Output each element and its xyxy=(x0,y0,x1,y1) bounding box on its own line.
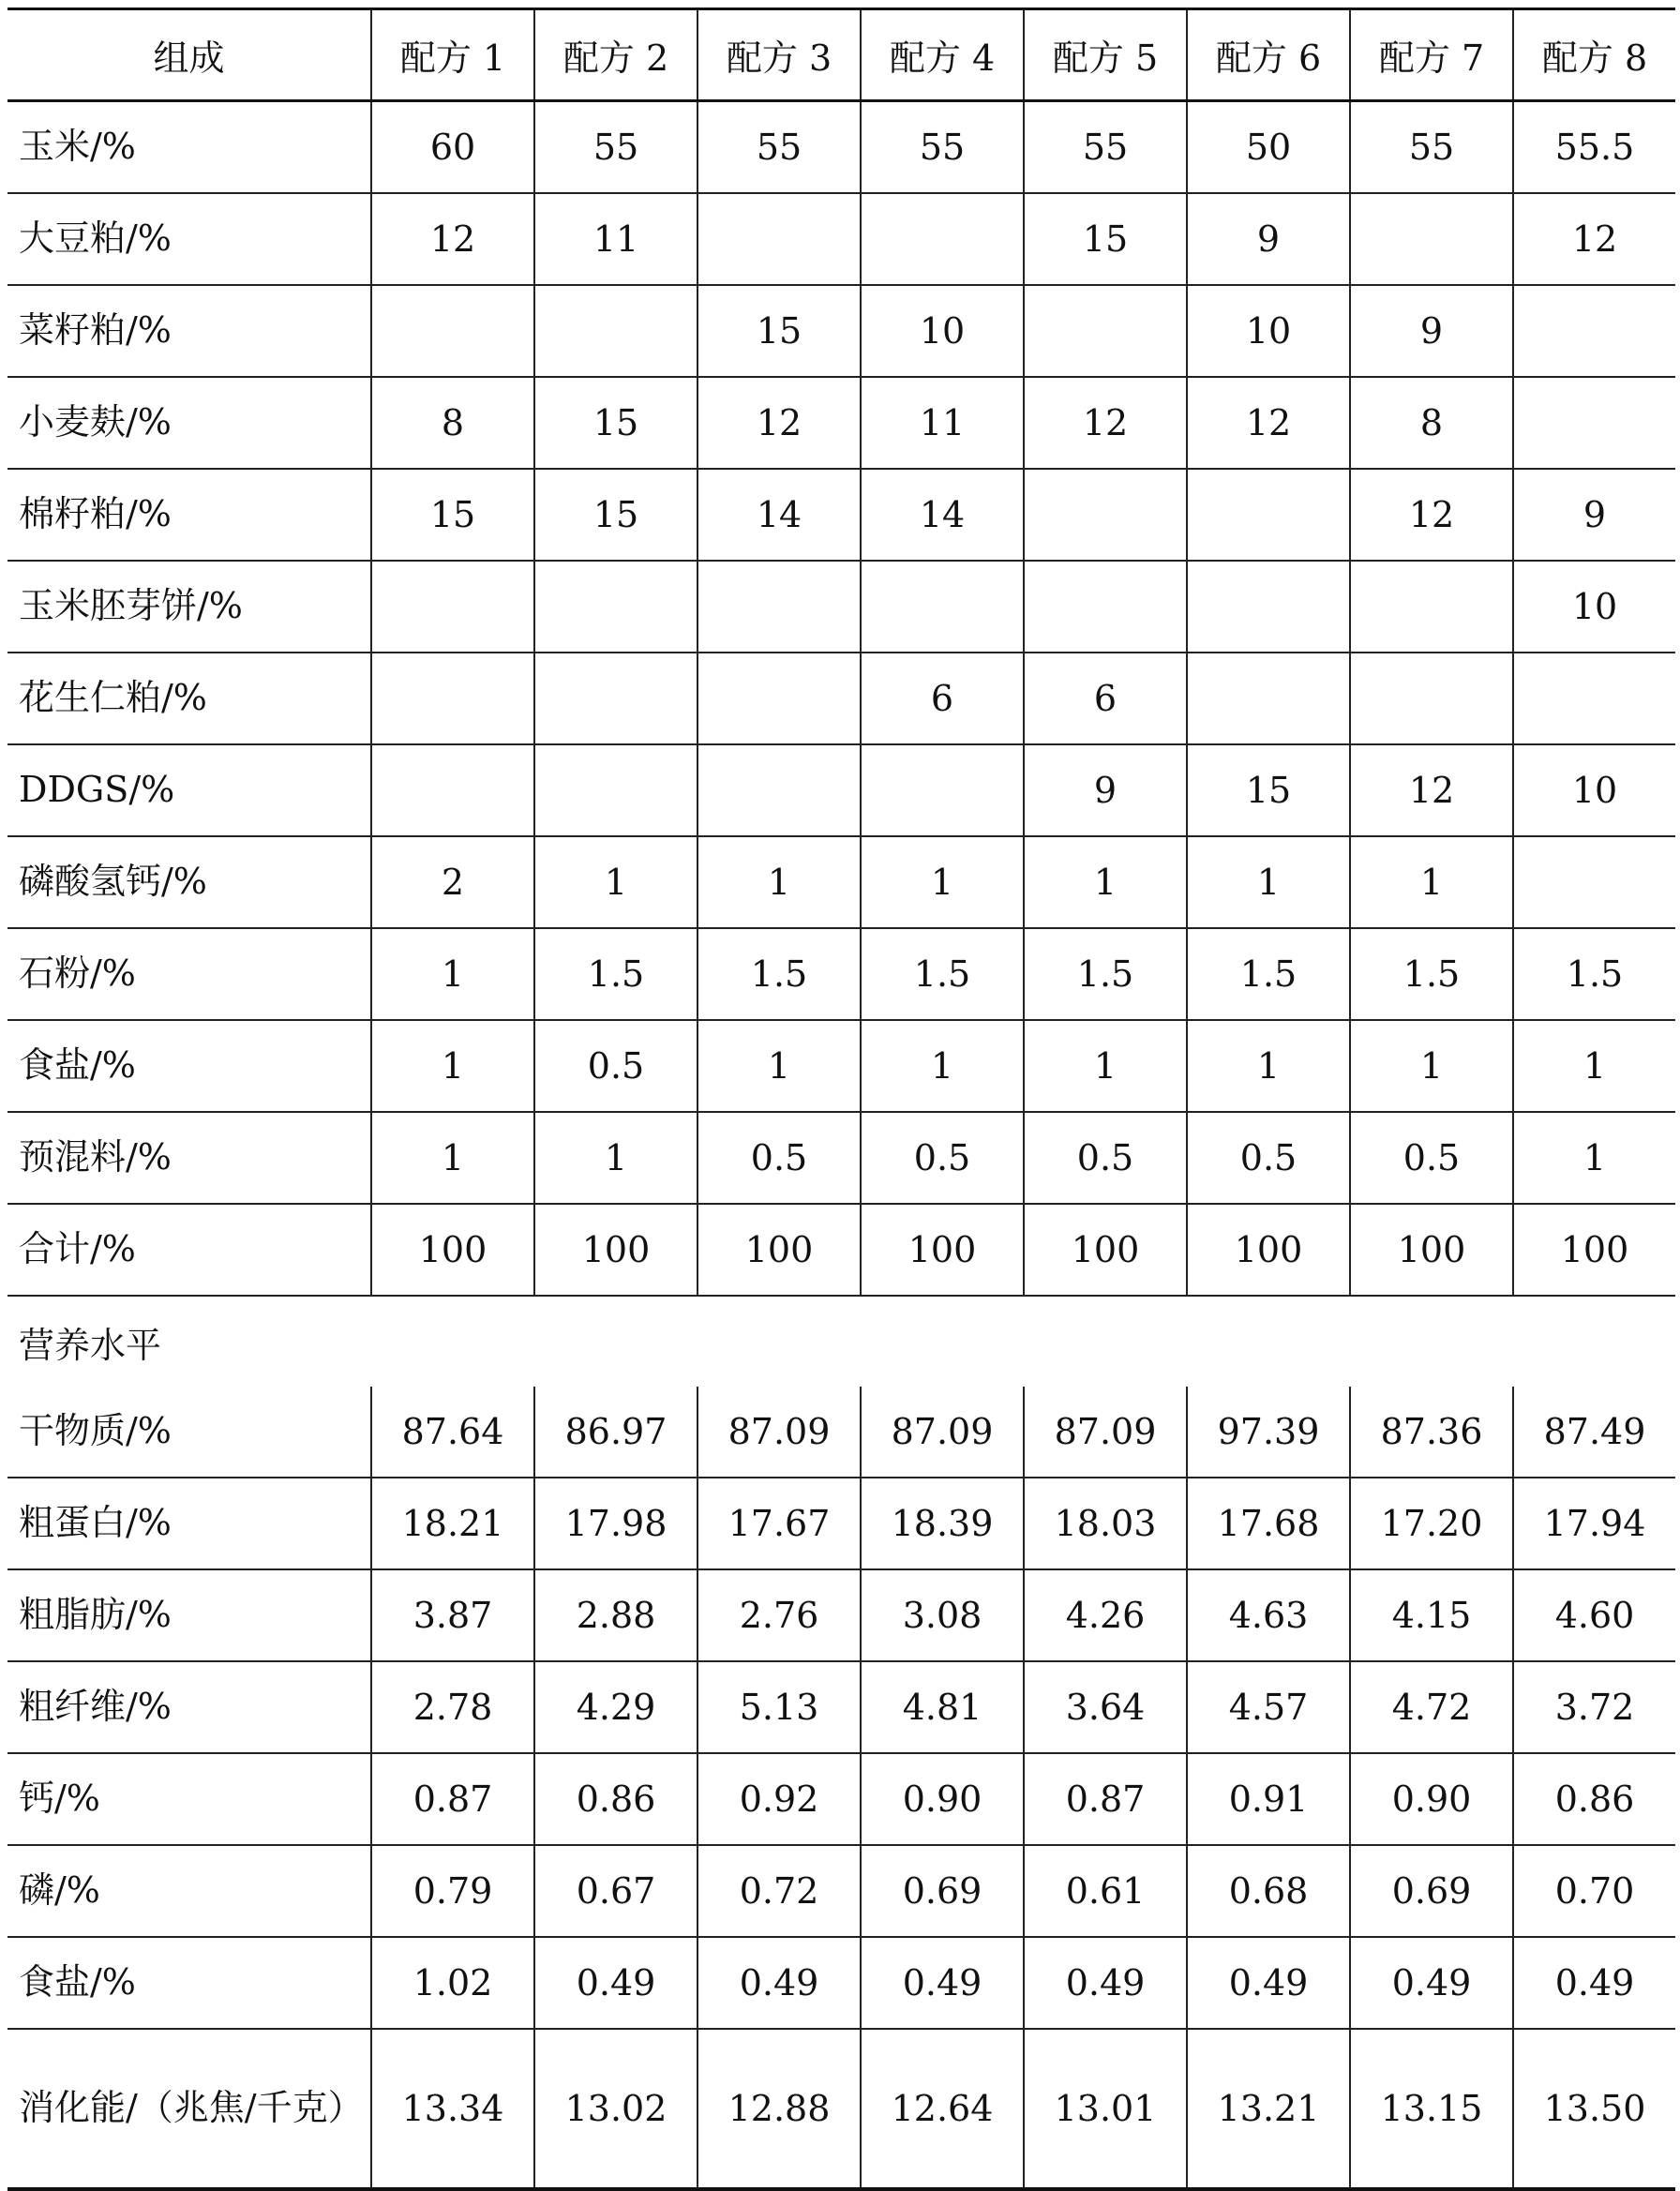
table-row xyxy=(8,377,1675,469)
section-spacer xyxy=(371,1296,1675,1387)
table-cell xyxy=(371,561,534,653)
row-label xyxy=(8,561,371,653)
row-label-text: 大豆粕/% xyxy=(19,218,172,260)
table-cell: 15 xyxy=(371,469,534,561)
table-cell: 100 xyxy=(698,1204,861,1296)
table-row xyxy=(8,193,1675,285)
table-cell xyxy=(861,561,1024,653)
table-cell: 15 xyxy=(698,285,861,377)
table-cell: 1 xyxy=(1024,1020,1187,1112)
table-cell: 0.72 xyxy=(698,1845,861,1937)
table-cell xyxy=(698,193,861,285)
header-cell: 配方 3 xyxy=(698,9,861,101)
table-cell: 50 xyxy=(1187,101,1350,194)
table-cell: 0.5 xyxy=(1187,1112,1350,1204)
table-body xyxy=(8,101,1675,2190)
table-cell: 1.02 xyxy=(371,1937,534,2029)
table-cell: 17.67 xyxy=(698,1478,861,1569)
table-row xyxy=(8,1753,1675,1845)
row-label xyxy=(8,836,371,928)
table-cell xyxy=(1350,561,1513,653)
header-cell: 配方 6 xyxy=(1187,9,1350,101)
row-label-text: 玉米胚芽饼/% xyxy=(19,585,243,627)
table-cell: 0.87 xyxy=(371,1753,534,1845)
header-cell: 配方 8 xyxy=(1513,9,1675,101)
table-cell: 0.5 xyxy=(698,1112,861,1204)
table-cell: 0.49 xyxy=(1513,1937,1675,2029)
table-row xyxy=(8,1112,1675,1204)
table-cell: 17.94 xyxy=(1513,1478,1675,1569)
table-cell: 12 xyxy=(1187,377,1350,469)
table-cell: 0.92 xyxy=(698,1753,861,1845)
row-label-text: 预混料/% xyxy=(19,1136,172,1178)
table-cell: 55 xyxy=(698,101,861,194)
row-label-text: 菜籽粕/% xyxy=(19,309,172,352)
table-cell: 3.64 xyxy=(1024,1661,1187,1753)
row-label xyxy=(8,1387,371,1478)
table-cell xyxy=(1513,653,1675,744)
table-cell: 17.68 xyxy=(1187,1478,1350,1569)
table-cell: 13.01 xyxy=(1024,2029,1187,2189)
table-cell: 0.61 xyxy=(1024,1845,1187,1937)
table-cell: 17.98 xyxy=(534,1478,698,1569)
table-cell: 15 xyxy=(1024,193,1187,285)
table-cell: 0.5 xyxy=(1350,1112,1513,1204)
table-cell: 1 xyxy=(698,836,861,928)
row-label-text: 粗脂肪/% xyxy=(19,1594,172,1636)
table-cell xyxy=(1024,561,1187,653)
header-cell: 配方 2 xyxy=(534,9,698,101)
row-label-text: 粗蛋白/% xyxy=(19,1502,172,1544)
table-cell xyxy=(1513,377,1675,469)
section-row xyxy=(8,1296,1675,1387)
table-cell: 100 xyxy=(371,1204,534,1296)
table-cell: 0.91 xyxy=(1187,1753,1350,1845)
table-cell: 0.5 xyxy=(1024,1112,1187,1204)
table-cell: 14 xyxy=(698,469,861,561)
table-cell: 1.5 xyxy=(861,928,1024,1020)
table-cell: 1 xyxy=(1187,1020,1350,1112)
table-cell xyxy=(371,285,534,377)
table-cell: 0.90 xyxy=(1350,1753,1513,1845)
table-cell: 12 xyxy=(1350,744,1513,836)
table-cell: 0.90 xyxy=(861,1753,1024,1845)
table-cell: 13.02 xyxy=(534,2029,698,2189)
table-cell: 87.49 xyxy=(1513,1387,1675,1478)
table-cell: 100 xyxy=(534,1204,698,1296)
table-cell: 11 xyxy=(861,377,1024,469)
table-row xyxy=(8,1204,1675,1296)
table-cell: 0.69 xyxy=(861,1845,1024,1937)
table-cell: 10 xyxy=(1513,561,1675,653)
table-cell: 55 xyxy=(1024,101,1187,194)
row-label xyxy=(8,1845,371,1937)
table-cell: 13.50 xyxy=(1513,2029,1675,2189)
row-label-text: 钙/% xyxy=(19,1778,100,1820)
table-cell: 12 xyxy=(371,193,534,285)
table-cell xyxy=(698,744,861,836)
table-cell: 1 xyxy=(1350,836,1513,928)
table-row xyxy=(8,2029,1675,2189)
table-cell: 8 xyxy=(1350,377,1513,469)
row-label-text: 食盐/% xyxy=(19,1961,136,2003)
header-cell: 组成 xyxy=(8,9,371,101)
table-cell xyxy=(861,193,1024,285)
row-label xyxy=(8,1478,371,1569)
table-cell: 1 xyxy=(371,928,534,1020)
table-row xyxy=(8,101,1675,194)
table-cell: 10 xyxy=(1187,285,1350,377)
table-cell: 3.72 xyxy=(1513,1661,1675,1753)
table-cell xyxy=(1513,836,1675,928)
row-label xyxy=(8,1020,371,1112)
row-label-text: 合计/% xyxy=(19,1228,136,1270)
table-cell xyxy=(534,653,698,744)
table-header xyxy=(8,9,1675,101)
row-label-text: 石粉/% xyxy=(19,953,136,995)
table-cell: 2.76 xyxy=(698,1569,861,1661)
table-cell: 0.69 xyxy=(1350,1845,1513,1937)
row-label-text: DDGS/% xyxy=(19,769,175,811)
table-cell: 6 xyxy=(861,653,1024,744)
table-cell: 0.49 xyxy=(1187,1937,1350,2029)
table-cell: 9 xyxy=(1187,193,1350,285)
table-cell: 4.81 xyxy=(861,1661,1024,1753)
row-label xyxy=(8,1937,371,2029)
table-cell: 1 xyxy=(534,1112,698,1204)
table-cell: 9 xyxy=(1513,469,1675,561)
table-cell: 1.5 xyxy=(1350,928,1513,1020)
table-cell: 10 xyxy=(861,285,1024,377)
row-label xyxy=(8,101,371,194)
table-cell: 0.68 xyxy=(1187,1845,1350,1937)
table-cell xyxy=(1187,469,1350,561)
table-cell: 11 xyxy=(534,193,698,285)
table-row xyxy=(8,469,1675,561)
table-cell xyxy=(371,744,534,836)
table-row xyxy=(8,1387,1675,1478)
table-cell: 6 xyxy=(1024,653,1187,744)
table-cell: 100 xyxy=(1513,1204,1675,1296)
table-cell: 12 xyxy=(1513,193,1675,285)
table-cell: 55.5 xyxy=(1513,101,1675,194)
table-cell: 0.86 xyxy=(534,1753,698,1845)
table-cell: 87.64 xyxy=(371,1387,534,1478)
table-cell: 87.09 xyxy=(1024,1387,1187,1478)
row-label xyxy=(8,469,371,561)
table-cell: 55 xyxy=(1350,101,1513,194)
row-label-text: 粗纤维/% xyxy=(19,1686,172,1728)
table-row xyxy=(8,744,1675,836)
table-cell: 4.63 xyxy=(1187,1569,1350,1661)
row-label xyxy=(8,1112,371,1204)
table-cell: 1 xyxy=(1513,1020,1675,1112)
table-cell xyxy=(1187,561,1350,653)
table-row xyxy=(8,653,1675,744)
table-cell: 4.60 xyxy=(1513,1569,1675,1661)
table-cell: 97.39 xyxy=(1187,1387,1350,1478)
row-label xyxy=(8,928,371,1020)
table-cell: 4.26 xyxy=(1024,1569,1187,1661)
table-cell xyxy=(1350,193,1513,285)
table-cell: 0.86 xyxy=(1513,1753,1675,1845)
row-label-text: 花生仁粕/% xyxy=(19,677,207,719)
row-label xyxy=(8,2029,371,2189)
table-row xyxy=(8,1845,1675,1937)
table-cell: 1 xyxy=(1187,836,1350,928)
table-row xyxy=(8,1937,1675,2029)
table-cell: 15 xyxy=(534,377,698,469)
table-cell: 0.70 xyxy=(1513,1845,1675,1937)
table-cell: 0.5 xyxy=(861,1112,1024,1204)
table-cell: 87.09 xyxy=(698,1387,861,1478)
row-label xyxy=(8,193,371,285)
table-cell xyxy=(861,744,1024,836)
table-cell: 2 xyxy=(371,836,534,928)
table-cell: 1 xyxy=(371,1020,534,1112)
table-cell: 55 xyxy=(534,101,698,194)
table-cell: 1 xyxy=(1513,1112,1675,1204)
table-row xyxy=(8,1478,1675,1569)
table-cell xyxy=(534,285,698,377)
table-cell xyxy=(1187,653,1350,744)
table-row xyxy=(8,928,1675,1020)
table-cell: 0.49 xyxy=(698,1937,861,2029)
table-cell: 100 xyxy=(1350,1204,1513,1296)
table-cell xyxy=(371,653,534,744)
table-cell: 1.5 xyxy=(1513,928,1675,1020)
feed-formula-table xyxy=(8,8,1675,2191)
row-label xyxy=(8,744,371,836)
table-cell xyxy=(534,561,698,653)
header-cell: 配方 7 xyxy=(1350,9,1513,101)
table-cell xyxy=(698,653,861,744)
table-cell: 0.87 xyxy=(1024,1753,1187,1845)
table-cell xyxy=(1513,285,1675,377)
table-cell: 0.67 xyxy=(534,1845,698,1937)
row-label-text: 食盐/% xyxy=(19,1044,136,1087)
table-cell: 18.03 xyxy=(1024,1478,1187,1569)
row-label xyxy=(8,285,371,377)
table-cell: 0.49 xyxy=(534,1937,698,2029)
table-cell: 9 xyxy=(1024,744,1187,836)
row-label xyxy=(8,1753,371,1845)
table-cell: 87.09 xyxy=(861,1387,1024,1478)
table-cell xyxy=(534,744,698,836)
table-cell xyxy=(1024,469,1187,561)
table-cell: 0.49 xyxy=(861,1937,1024,2029)
row-label xyxy=(8,653,371,744)
table-row xyxy=(8,1020,1675,1112)
table-cell: 100 xyxy=(1187,1204,1350,1296)
table-cell: 8 xyxy=(371,377,534,469)
table-cell: 17.20 xyxy=(1350,1478,1513,1569)
table-cell xyxy=(698,561,861,653)
table-cell: 0.79 xyxy=(371,1845,534,1937)
table-cell: 86.97 xyxy=(534,1387,698,1478)
table-cell: 5.13 xyxy=(698,1661,861,1753)
table-row xyxy=(8,1569,1675,1661)
table-cell: 18.21 xyxy=(371,1478,534,1569)
table-cell: 55 xyxy=(861,101,1024,194)
table-row xyxy=(8,561,1675,653)
table-cell: 15 xyxy=(534,469,698,561)
row-label-text: 磷酸氢钙/% xyxy=(19,861,207,903)
section-title: 营养水平 xyxy=(19,1324,162,1366)
table-cell: 3.08 xyxy=(861,1569,1024,1661)
table-cell xyxy=(1350,653,1513,744)
table-cell: 2.78 xyxy=(371,1661,534,1753)
table-cell: 4.57 xyxy=(1187,1661,1350,1753)
table-cell: 13.21 xyxy=(1187,2029,1350,2189)
table-cell: 13.34 xyxy=(371,2029,534,2189)
table-cell: 15 xyxy=(1187,744,1350,836)
table-cell: 0.5 xyxy=(534,1020,698,1112)
table-cell: 14 xyxy=(861,469,1024,561)
row-label-text: 棉籽粕/% xyxy=(19,493,172,535)
table-cell: 1 xyxy=(1350,1020,1513,1112)
table-cell: 1.5 xyxy=(1187,928,1350,1020)
row-label-text: 小麦麸/% xyxy=(19,401,172,443)
row-label-text: 消化能/（兆焦/千克） xyxy=(19,2087,364,2129)
table-cell: 3.87 xyxy=(371,1569,534,1661)
table-cell: 1 xyxy=(861,1020,1024,1112)
table-cell: 1 xyxy=(371,1112,534,1204)
table-cell: 4.29 xyxy=(534,1661,698,1753)
table-cell: 13.15 xyxy=(1350,2029,1513,2189)
table-cell: 100 xyxy=(861,1204,1024,1296)
table-cell: 9 xyxy=(1350,285,1513,377)
row-label xyxy=(8,377,371,469)
table-cell: 1 xyxy=(1024,836,1187,928)
header-cell: 配方 1 xyxy=(371,9,534,101)
table-cell: 12.88 xyxy=(698,2029,861,2189)
table-cell: 1.5 xyxy=(534,928,698,1020)
table-cell: 4.72 xyxy=(1350,1661,1513,1753)
table-cell: 12 xyxy=(698,377,861,469)
table-row xyxy=(8,285,1675,377)
row-label xyxy=(8,1569,371,1661)
table-cell: 100 xyxy=(1024,1204,1187,1296)
table-cell: 0.49 xyxy=(1024,1937,1187,2029)
table-cell xyxy=(1024,285,1187,377)
header-cell: 配方 5 xyxy=(1024,9,1187,101)
table-cell: 12.64 xyxy=(861,2029,1024,2189)
table-cell: 87.36 xyxy=(1350,1387,1513,1478)
table-cell: 2.88 xyxy=(534,1569,698,1661)
table-cell: 12 xyxy=(1350,469,1513,561)
table-cell: 10 xyxy=(1513,744,1675,836)
header-row xyxy=(8,9,1675,101)
table-cell: 1.5 xyxy=(1024,928,1187,1020)
table-cell: 4.15 xyxy=(1350,1569,1513,1661)
table-cell: 18.39 xyxy=(861,1478,1024,1569)
row-label xyxy=(8,1661,371,1753)
table-row xyxy=(8,1661,1675,1753)
table-cell: 1 xyxy=(534,836,698,928)
table-cell: 12 xyxy=(1024,377,1187,469)
row-label-text: 玉米/% xyxy=(19,126,136,168)
table-cell: 1 xyxy=(861,836,1024,928)
row-label-text: 磷/% xyxy=(19,1869,100,1912)
table-cell: 0.49 xyxy=(1350,1937,1513,2029)
table-cell: 1 xyxy=(698,1020,861,1112)
table-cell: 1.5 xyxy=(698,928,861,1020)
table-cell: 60 xyxy=(371,101,534,194)
row-label-text: 干物质/% xyxy=(19,1410,172,1452)
row-label xyxy=(8,1204,371,1296)
table-row xyxy=(8,836,1675,928)
header-cell: 配方 4 xyxy=(861,9,1024,101)
